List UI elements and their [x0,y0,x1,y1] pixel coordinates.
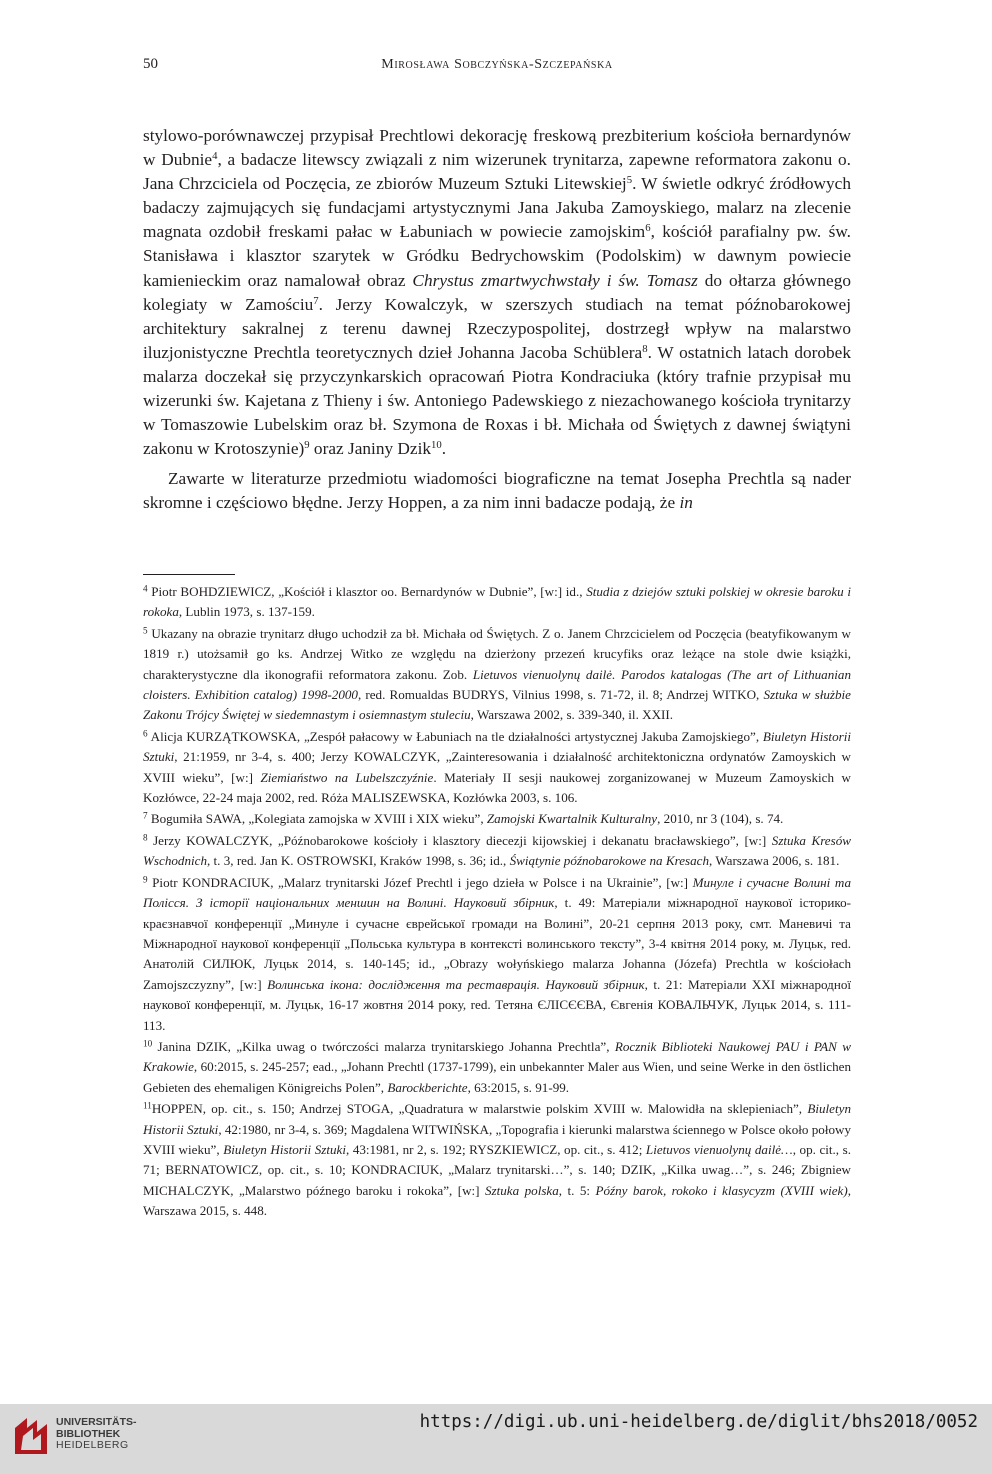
source-url[interactable]: https://digi.ub.uni-heidelberg.de/diglit/bhs2018/0052 [419,1412,978,1432]
footnote-ref-5[interactable]: 5 [626,174,633,187]
footnote-ref-10[interactable]: 10 [431,439,442,452]
running-title: Mirosława Sobczyńska-Szczepańska [381,57,613,72]
library-name[interactable]: UNIVERSITÄTS- BIBLIOTHEK HEIDELBERG [56,1416,137,1451]
footnote-ref-8[interactable]: 8 [642,342,648,355]
footnote-divider [143,574,235,575]
footnotes [143,582,851,1223]
footnote-ref-9[interactable]: 9 [304,439,310,452]
footnote-11: $^{11}$HOPPEN, op. cit., s. 150; Andrzej STOGA, „Quadratura w malarstwie polskim XVIII w. Malowidła na sklepieniach”, Biuletyn Historii Sztuki, 42:1980, nr 3-4, s. 369; Magdalena WITWIŃSKA, „Topografia i kierunki malarstwa ściennego w Polsce około połowy XVIII wieku”, Biuletyn Historii Sztuki, 43:1981, nr 2, s. 192; RYSZKIEWICZ, op. cit., s. 412; Lietuvos vienuolynų dailė…, op. cit., s. 71; BERNATOWICZ, op. cit., s. 10; KONDRACIUK, „Malarz trynitarski…”, s. 140; DZIK, „Kilka uwag…”, s. 246; Zbigniew MICHALCZYK, „Malarstwo późnego baroku i rokoka”, [w:] Sztuka polska, t. 5: Późny barok, rokoko i klasycyzm (XVIII wiek), Warszawa 2015, s. 448. [143,1100,852,1219]
main-text [143,124,851,516]
footnote-ref-7[interactable]: 7 [313,294,319,307]
footer-bar [0,1404,992,1474]
footnote-ref-4[interactable]: 4 [212,150,218,163]
footnote-10: $^{10}$ Janina DZIK, „Kilka uwag o twórczości malarza trynitarskiego Johanna Prechtla”, Rocznik Biblioteki Naukowej PAU i PAN w Krakowie, 60:2015, s. 245-257; ead., „Johann Prechtl (1737-1799), ein unbekannter Maler aus Wien, und seine Werke in den östlichen Gebieten des ehemaligen Königreichs Polen”, Barockberichte, 63:2015, s. 91-99. [143,1038,851,1095]
footnote-4: $^4$ Piotr BOHDZIEWICZ, „Kościół i klasztor oo. Bernardynów w Dubnie”, [w:] id., Studia z dziejów sztuki polskiej w okresie baroku i rokoka, Lublin 1973, s. 137-159. [143,583,851,620]
footnote-7: $^7$ Bogumiła SAWA, „Kolegiata zamojska w XVIII i XIX wieku”, Zamojski Kwartalnik Kulturalny, 2010, nr 3 (104), s. 74. [143,810,784,827]
footnote-5: $^5$ Ukazany na obrazie trynitarz długo uchodził za bł. Michała od Świętych. Z o. Janem Chrzcicielem od Poczęcia (beatyfikowanym w 1819 r.) utożsamił go ks. Andrzej Witko ze względu na dzierżony przezeń krucyfiks oraz leżące na stole dwie książki, charakterystyczne dla ikonografii reformatora zakonu. Zob. Lietuvos vienuolynų dailė. Parodos katalogas (The art of Lithuanian cloisters. Exhibition catalog) 1998-2000, red. Romualdas BUDRYS, Vilnius 1998, s. 71-72, il. 8; Andrzej WITKO, Sztuka w służbie Zakonu Trójcy Świętej w siedemnastym i osiemnastym stuleciu, Warszawa 2002, s. 339-340, il. XXII. [143,625,851,723]
page-number: 50 [143,56,158,72]
footnote-ref-6[interactable]: 6 [645,222,651,235]
footnote-9: $^9$ Piotr KONDRACIUK, „Malarz trynitarski Józef Prechtl i jego dzieła w Polsce i na Ukrainie”, [w:] Минуле і сучасне Волині та Полісся. З історії національних меншин на Волині. Науковий збірник, t. 49: Матеріали міжнародної наукової історико-краєзнавчої конференції „Минуле і сучасне єврейської громади на Волині”, 20-21 серпня 2013 року, смт. Маневичі та Міжнародної наукової конференції „Польська культура в контексті волинського тексту”, 3-4 квітня 2014 року, м. Луцьк, red. Анатолій СИЛЮК, Луцьк 2014, s. 140-145; id., „Obrazy wołyńskiego malarza Johanna (Józefa) Prechtla w kościołach Zamojszczyzny”, [w:] Волинська ікона: дослідження та реставрація. Науковий збірник, t. 21: Матеріали XXI міжнародної наукової конференції, м. Луцьк, 16-17 жовтня 2014 року, red. Тетяна ЄЛІСЄЄВА, Євгенія КОВАЛЬЧУК, Луцьк 2014, s. 111-113. [143,874,852,1033]
page-header [143,56,851,78]
library-logo-icon[interactable] [11,1414,51,1458]
paragraph-2: Zawarte w literaturze przedmiotu wiadomości biograficzne na temat Josepha Prechtla są nader skromne i częściowo błędne. Jerzy Hoppen, a za nim inni badacze podają, że in [143,469,851,513]
footnote-6: $^6$ Alicja KURZĄTKOWSKA, „Zespół pałacowy w Łabuniach na tle działalności artystycznej Jakuba Zamojskiego”, Biuletyn Historii Sztuki, 21:1959, nr 3-4, s. 400; Jerzy KOWALCZYK, „Zainteresowania i działalność architektoniczna ordynatów Zamoyskich w XVIII wieku”, [w:] Ziemiaństwo na Lubelszczyźnie. Materiały II sesji naukowej zorganizowanej w Muzeum Zamoyskich w Kozłówce, 22-24 maja 2002, red. Róża MALISZEWSKA, Kozłówka 2003, s. 106. [143,728,851,806]
paragraph-1: stylowo-porównawczej przypisał Prechtlowi dekorację freskową prezbiterium kościoła bernardynów w Dubnie$^4$, a badacze litewscy związali z nim wizerunek trynitarza, zapewne reformatora zakonu o. Jana Chrzciciela od Poczęcia, ze zbiorów Muzeum Sztuki Litewskiej$^5$. W świetle odkryć źródłowych badaczy zajmujących się fundacjami artystycznymi Jana Jakuba Zamoyskiego, malarz na zlecenie magnata ozdobił freskami pałac w Łabuniach w powiecie zamojskim$^6$, kościół parafialny pw. św. Stanisława i klasztor szarytek w Gródku Bedrychowskim (Podolskim) w dawnym powiecie kamienieckim oraz namalował obraz Chrystus zmartwychwstały i św. Tomasz do ołtarza głównego kolegiaty w Zamościu$^7$. Jerzy Kowalczyk, w szerszych studiach na temat późnobarokowej architektury sakralnej z terenu dawnej Rzeczypospolitej, dostrzegł wpływ na malarstwo iluzjonistyczne Prechtla teoretycznych dzieł Johanna Jacoba Schüblera$^8$. W ostatnich latach dorobek malarza doczekał się przyczynkarskich opracowań Piotra Kondraciuka (który trafnie przypisał mu wizerunki św. Kajetana z Thieny i św. Antoniego Padewskiego z niezachowanego kościoła trynitarzy w Tomaszowie Lubelskim oraz bł. Szymona de Roxas i bł. Michała od Świętych z dawnej świątyni zakonu w Krotoszynie)$^9$ oraz Janiny Dzik$^{10}$. [143,126,852,459]
footnote-8: $^8$ Jerzy KOWALCZYK, „Późnobarokowe kościoły i klasztory diecezji kijowskiej i dekanatu bracławskiego”, [w:] Sztuka Kresów Wschodnich, t. 3, red. Jan K. OSTROWSKI, Kraków 1998, s. 36; id., Świątynie późnobarokowe na Kresach, Warszawa 2006, s. 181. [143,832,851,869]
